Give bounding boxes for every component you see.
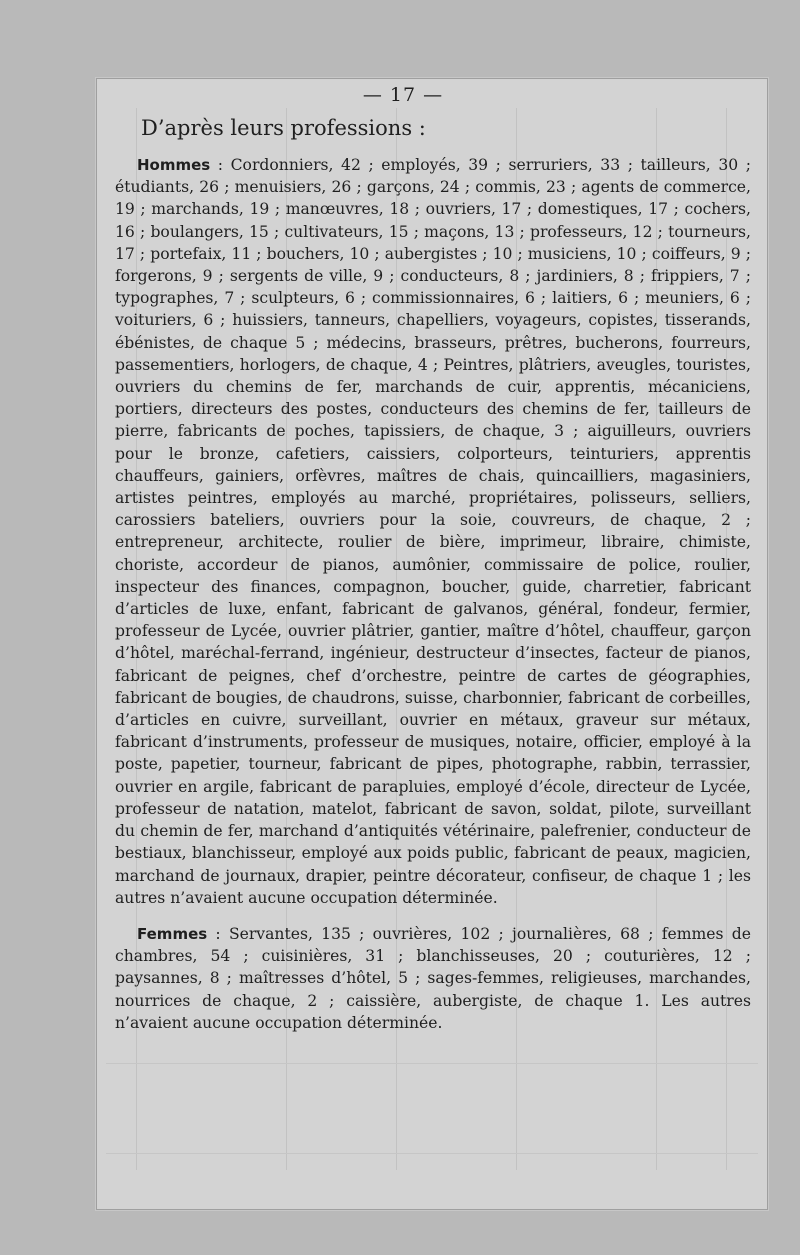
hommes-paragraph: [115, 154, 751, 909]
bleed-through-rule: [106, 1153, 758, 1154]
bleed-through-rule: [106, 1063, 758, 1064]
hommes-text: : Cordonniers, 42 ; employés, 39 ; serruriers, 33 ; tailleurs, 30 ; étudiants, 26 ; menuisiers, 26 ; garçons, 24 ; commis, 23 ; agents de commerce, 19 ; marchands, 19 ; manœuvres, 18 ; ouvriers, 17 ; domestiques, 17 ; cochers, 16 ; boulangers, 15 ; cultivateurs, 15 ; maçons, 13 ; professeurs, 12 ; tourneurs, 17 ; portefaix, 11 ; bouchers, 10 ; aubergistes ; 10 ; musiciens, 10 ; coiffeurs, 9 ; forgerons, 9 ; sergents de ville, 9 ; conducteurs, 8 ; jardiniers, 8 ; frippiers, 7 ; typographes, 7 ; sculpteurs, 6 ; commissionnaires, 6 ; laitiers, 6 ; meuniers, 6 ; voituriers, 6 ; huissiers, tanneurs, chapelliers, voyageurs, copistes, tisserands, ébénistes, de chaque 5 ; médecins, brasseurs, prêtres, bucherons, fourreurs, passementiers, horlogers, de chaque, 4 ; Peintres, plâtriers, aveugles, touristes, ouvriers du chemins de fer, marchands de cuir, apprentis, mécaniciens, portiers, directeurs des postes, conducteurs des chemins de fer, tailleurs de pierre, fabricants de poches, tapissiers, de chaque, 3 ; aiguilleurs, ouvriers pour le bronze, cafetiers, caissiers, colporteurs, teinturiers, apprentis chauffeurs, gainiers, orfèvres, maîtres de chais, quincailliers, magasiniers, artistes peintres, employés au marché, propriétaires, polisseurs, selliers, carossiers bateliers, ouvriers pour la soie, couvreurs, de chaque, 2 ; entrepreneur, architecte, roulier de bière, imprimeur, libraire, chimiste, choriste, accordeur de pianos, aumônier, commissaire de police, roulier, inspecteur des finances, compagnon, boucher, guide, charretier, fabricant d’articles de luxe, enfant, fabricant de galvanos, général, fondeur, fermier, professeur de Lycée, ouvrier plâtrier, gantier, maître d’hôtel, chauffeur, garçon d’hôtel, maréchal-ferrand, ingénieur, destructeur d’insectes, facteur de pianos, fabricant de peignes, chef d’orchestre, peintre de cartes de géographies, fabricant de bougies, de chaudrons, suisse, charbonnier, fabricant de corbeilles, d’articles en cuivre, surveillant, ouvrier en métaux, graveur sur métaux, fabricant d’instruments, professeur de musiques, notaire, officier, employé à la poste, papetier, tourneur, fabricant de pipes, photographe, rabbin, terrassier, ouvrier en argile, fabricant de parapluies, employé d’école, directeur de Lycée, professeur de natation, matelot, fabricant de savon, soldat, pilote, surveillant du chemin de fer, marchand d’antiquités vétérinaire, palefrenier, conducteur de bestiaux, blanchisseur, employé aux poids public, fabricant de peaux, magicien, marchand de journaux, drapier, peintre décorateur, confiseur, de chaque 1 ; les autres n’avaient aucune occupation déterminée.: [115, 156, 751, 907]
femmes-text: : Servantes, 135 ; ouvrières, 102 ; journalières, 68 ; femmes de chambres, 54 ; cuisinières, 31 ; blanchisseuses, 20 ; couturières, 12 ; paysannes, 8 ; maîtresses d’hôtel, 5 ; sages-femmes, religieuses, marchandes, nourrices de chaque, 2 ; caissière, aubergiste, de chaque 1. Les autres n’avaient aucune occupation déterminée.: [115, 924, 751, 1032]
page-number: — 17 —: [362, 84, 444, 106]
document-body: [115, 84, 751, 1034]
femmes-label: Femmes: [137, 924, 208, 943]
femmes-paragraph: [115, 923, 751, 1034]
section-heading: D’après leurs professions :: [141, 116, 426, 140]
hommes-label: Hommes: [137, 156, 211, 174]
